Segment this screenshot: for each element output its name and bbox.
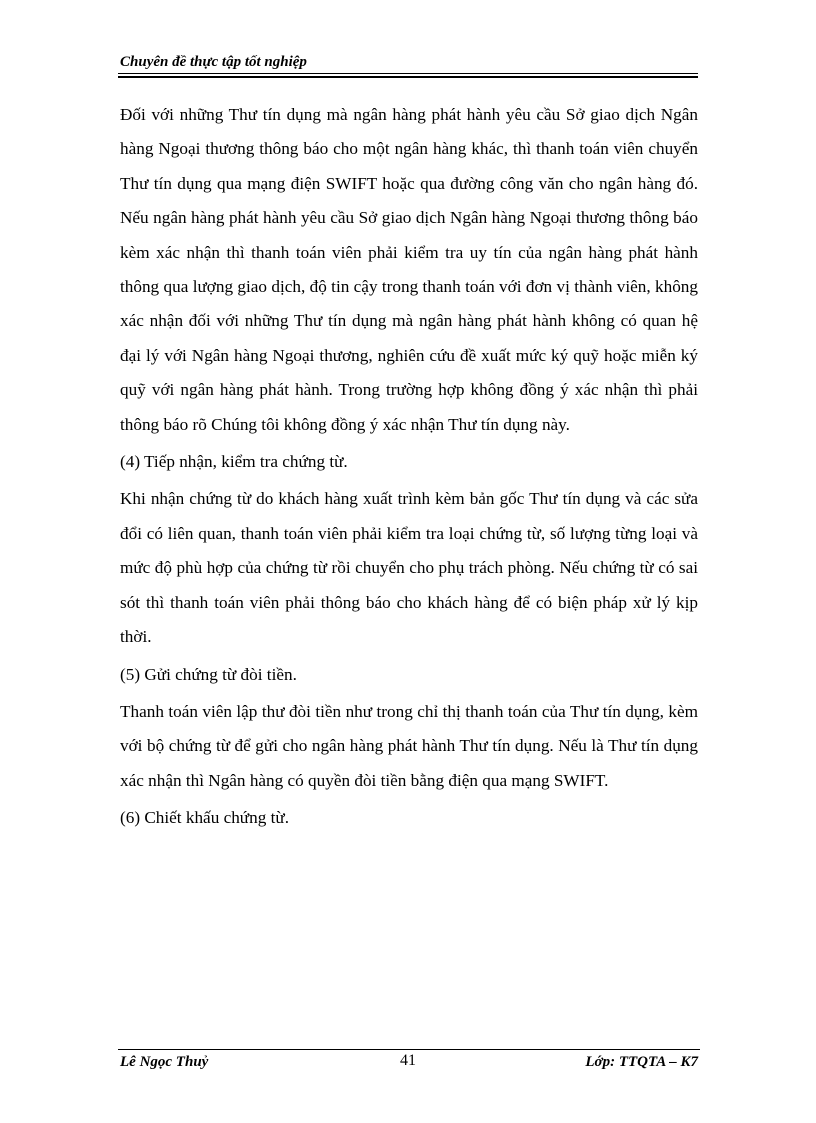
section-heading-receive-documents: (4) Tiếp nhận, kiểm tra chứng từ. (120, 452, 348, 472)
document-body (120, 98, 698, 839)
page-header-title: Chuyên đề thực tập tốt nghiệp (120, 54, 307, 70)
section-heading-discount-documents: (6) Chiết khấu chứng từ. (120, 808, 289, 828)
header-rule-thick (118, 76, 698, 78)
section-heading-send-documents: (5) Gửi chứng từ đòi tiền. (120, 664, 297, 684)
footer-rule (118, 1049, 700, 1050)
footer-author: Lê Ngọc Thuỷ (120, 1054, 209, 1070)
body-paragraph-document-check: Khi nhận chứng từ do khách hàng xuất trình kèm bản gốc Thư tín dụng và các sửa đổi có liên quan, thanh toán viên phải kiểm tra loại chứng từ, số lượng từng loại và mức độ phù hợp của chứng từ rồi chuyển cho phụ trách phòng. Nếu chứng từ có sai sót thì thanh toán viên phải thông báo cho khách hàng để có biện pháp xử lý kịp thời. (120, 489, 698, 647)
body-paragraph-payment-claim: Thanh toán viên lập thư đòi tiền như trong chỉ thị thanh toán của Thư tín dụng, kèm với bộ chứng từ để gửi cho ngân hàng phát hành Thư tín dụng. Nếu là Thư tín dụng xác nhận thì Ngân hàng có quyền đòi tiền bằng điện qua mạng SWIFT. (120, 701, 698, 790)
footer-class-label: Lớp: TTQTA – K7 (585, 1054, 698, 1070)
footer-page-number: 41 (400, 1052, 416, 1069)
body-paragraph-letter-of-credit-notification: Đối với những Thư tín dụng mà ngân hàng phát hành yêu cầu Sở giao dịch Ngân hàng Ngoại thương thông báo cho một ngân hàng khác, thì thanh toán viên chuyển Thư tín dụng qua mạng điện SWIFT hoặc qua đường công văn cho ngân hàng đó. Nếu ngân hàng phát hành yêu cầu Sở giao dịch Ngân hàng Ngoại thương thông báo kèm xác nhận thì thanh toán viên phải kiểm tra uy tín của ngân hàng phát hành thông qua lượng giao dịch, độ tin cậy trong thanh toán với đơn vị thành viên, không xác nhận đối với những Thư tín dụng mà ngân hàng phát hành không có quan hệ đại lý với Ngân hàng Ngoại thương, nghiên cứu đề xuất mức ký quỹ hoặc miễn ký quỹ với ngân hàng phát hành. Trong trường hợp không đồng ý xác nhận thì phải thông báo rõ Chúng tôi không đồng ý xác nhận Thư tín dụng này. (120, 105, 698, 434)
header-rule-thin (118, 73, 698, 74)
